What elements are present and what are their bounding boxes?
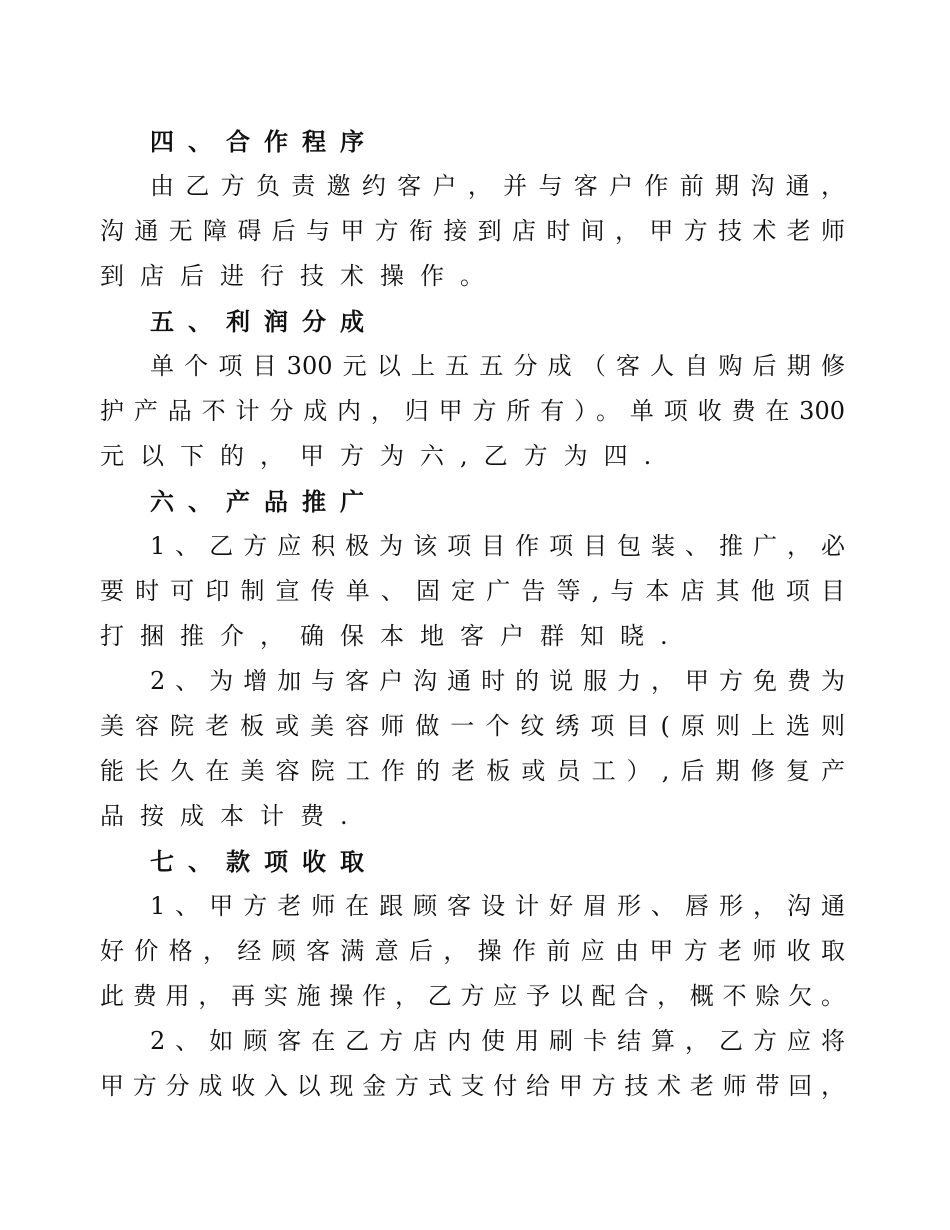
section-heading: 五、利润分成 xyxy=(150,308,378,336)
paragraph-line: 打捆推介，确保本地客户群知晓. xyxy=(100,622,684,650)
section-heading: 六、产品推广 xyxy=(150,488,378,516)
paragraph-line: 1、甲方老师在跟顾客设计好眉形、唇形，沟通 xyxy=(150,892,845,920)
paragraph-line: 2、为增加与客户沟通时的说服力，甲方免费为 xyxy=(150,667,845,695)
section-heading: 七、款项收取 xyxy=(150,848,378,876)
paragraph-line: 能长久在美容院工作的老板或员工）,后期修复产 xyxy=(100,757,845,785)
paragraph-line: 单个项目300元以上五五分成（客人自购后期修 xyxy=(150,352,845,380)
paragraph-line: 1、乙方应积极为该项目作项目包装、推广，必 xyxy=(150,532,845,560)
paragraph-line: 护产品不计分成内，归甲方所有）。单项收费在300 xyxy=(100,397,845,425)
paragraph-line: 沟通无障碍后与甲方衔接到店时间，甲方技术老师 xyxy=(100,217,845,245)
paragraph-line: 好价格，经顾客满意后，操作前应由甲方老师收取 xyxy=(100,937,845,965)
paragraph-line: 甲方分成收入以现金方式支付给甲方技术老师带回， xyxy=(100,1072,845,1100)
paragraph-line: 由乙方负责邀约客户，并与客户作前期沟通， xyxy=(150,172,845,200)
paragraph-line: 到店后进行技术操作。 xyxy=(100,262,500,290)
paragraph-line: 此费用，再实施操作，乙方应予以配合，概不赊欠。 xyxy=(100,982,845,1010)
paragraph-line: 2、如顾客在乙方店内使用刷卡结算，乙方应将 xyxy=(150,1027,845,1055)
paragraph-line: 美容院老板或美容师做一个纹绣项目(原则上选则 xyxy=(100,712,845,740)
paragraph-line: 要时可印制宣传单、固定广告等,与本店其他项目 xyxy=(100,577,845,605)
paragraph-line: 品按成本计费. xyxy=(100,802,364,830)
paragraph-line: 元以下的，甲方为六,乙方为四. xyxy=(100,442,668,470)
section-heading: 四、合作程序 xyxy=(150,128,378,156)
